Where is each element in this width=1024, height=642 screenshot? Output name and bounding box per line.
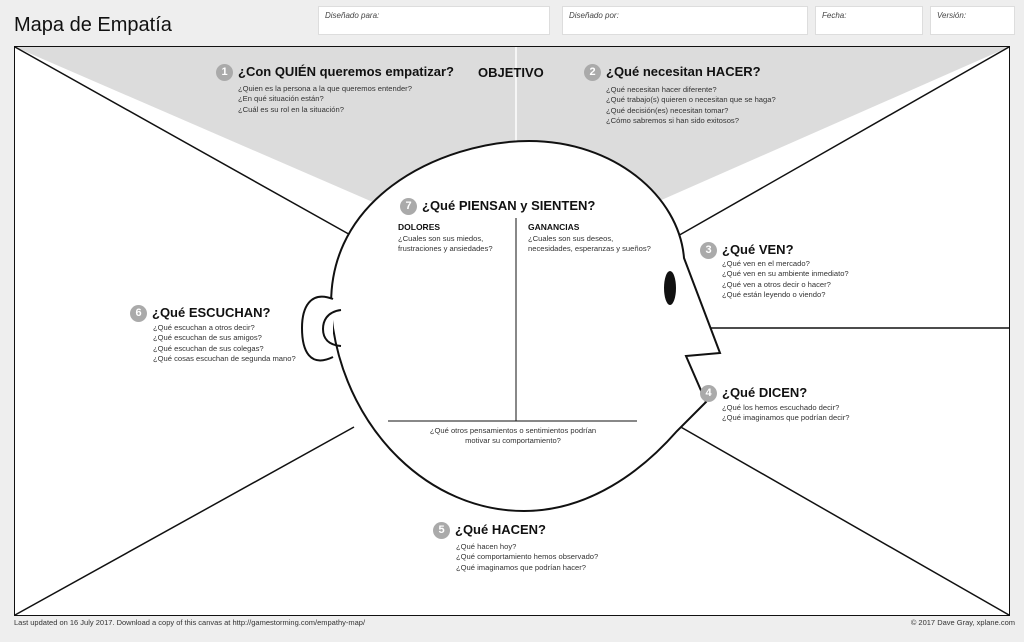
section-do-questions [606,85,776,126]
question-item: ¿Qué escuchan a otros decir? [153,323,255,332]
version-field[interactable] [930,6,1015,35]
objective-label: OBJETIVO [478,65,544,80]
section-say-title [700,385,807,402]
section-see-label: ¿Qué VEN? [722,242,794,257]
question-item: ¿Qué otros pensamientos o sentimientos podrían [429,426,597,435]
ear-icon [302,297,333,361]
designed-by-label: Diseñado por: [569,11,619,20]
page-title: Mapa de Empatía [14,14,172,36]
question-item: ¿Qué imaginamos que podrían hacer? [456,562,587,572]
section-number-5: 5 [433,522,450,539]
question-item: ¿Cuales son sus miedos, [398,234,484,243]
designed-by-field[interactable] [562,6,808,35]
question-item: necesidades, esperanzas y sueños? [528,244,651,254]
question-item: ¿Qué comportamiento hemos observado? [456,552,599,562]
section-do-actions-label: ¿Qué HACEN? [455,522,546,537]
question-item: motivar su comportamiento? [465,436,561,446]
pains-questions [398,234,493,255]
section-say-questions [722,403,849,424]
designed-for-field[interactable] [318,6,550,35]
section-who-title [216,64,454,81]
section-number-1: 1 [216,64,233,81]
footer-left-text: Last updated on 16 July 2017. Download a copy of this canvas at http://gamestorming.com/empathy-map/ [14,618,366,627]
section-do-title [584,64,761,81]
gains-questions [528,234,651,255]
section-hear-title [130,305,270,322]
section-number-3: 3 [700,242,717,259]
section-number-4: 4 [700,385,717,402]
version-label: Versión: [937,11,967,20]
question-item: ¿Qué ven en el mercado? [722,259,810,268]
question-item: ¿Qué trabajo(s) quieren o necesitan que se haga? [606,95,776,105]
eye-icon [664,271,676,305]
question-item: ¿Qué están leyendo o viendo? [722,289,826,299]
question-item: ¿Qué escuchan de sus amigos? [153,333,262,343]
section-see-title [700,242,794,259]
designed-for-label: Diseñado para: [325,11,380,20]
question-item: frustraciones y ansiedades? [398,244,493,254]
section-hear-questions [153,323,296,364]
question-item: ¿Cómo sabremos si han sido exitosos? [606,115,739,125]
question-item: ¿Qué decisión(es) necesitan tomar? [606,105,729,115]
question-item: ¿Qué necesitan hacer diferente? [606,85,717,94]
section-number-7: 7 [400,198,417,215]
question-item: ¿Qué imaginamos que podrían decir? [722,413,850,423]
question-item: ¿Qué cosas escuchan de segunda mano? [153,353,296,363]
section-number-6: 6 [130,305,147,322]
section-who-label: ¿Con QUIÉN queremos empatizar? [238,64,454,79]
question-item: ¿Qué hacen hoy? [456,542,517,551]
section-do-label: ¿Qué necesitan HACER? [606,64,761,79]
question-item: ¿Quien es la persona a la que queremos entender? [238,84,412,93]
gains-heading: GANANCIAS [528,222,580,232]
section-say-label: ¿Qué DICEN? [722,385,808,400]
question-item: ¿Cuál es su rol en la situación? [238,104,344,114]
section-think-feel-label: ¿Qué PIENSAN y SIENTEN? [422,198,596,213]
footer-right-text: © 2017 Dave Gray, xplane.com [910,618,1015,627]
section-do-actions-title [433,522,546,539]
pains-heading: DOLORES [398,222,441,232]
question-item: ¿Qué ven a otros decir o hacer? [722,279,831,289]
section-do-actions-questions [456,542,598,573]
date-label: Fecha: [822,11,847,20]
section-who-questions [238,84,412,115]
question-item: ¿Cuales son sus deseos, [528,234,614,243]
question-item: ¿Qué escuchan de sus colegas? [153,343,264,353]
date-field[interactable] [815,6,923,35]
question-item: ¿Qué ven en su ambiente inmediato? [722,269,849,279]
section-number-2: 2 [584,64,601,81]
question-item: ¿Qué los hemos escuchado decir? [722,403,840,412]
section-hear-label: ¿Qué ESCUCHAN? [152,305,271,320]
other-thoughts-questions [388,426,638,447]
question-item: ¿En qué situación están? [238,94,324,104]
section-think-feel-title [400,198,595,215]
section-see-questions [722,259,849,300]
